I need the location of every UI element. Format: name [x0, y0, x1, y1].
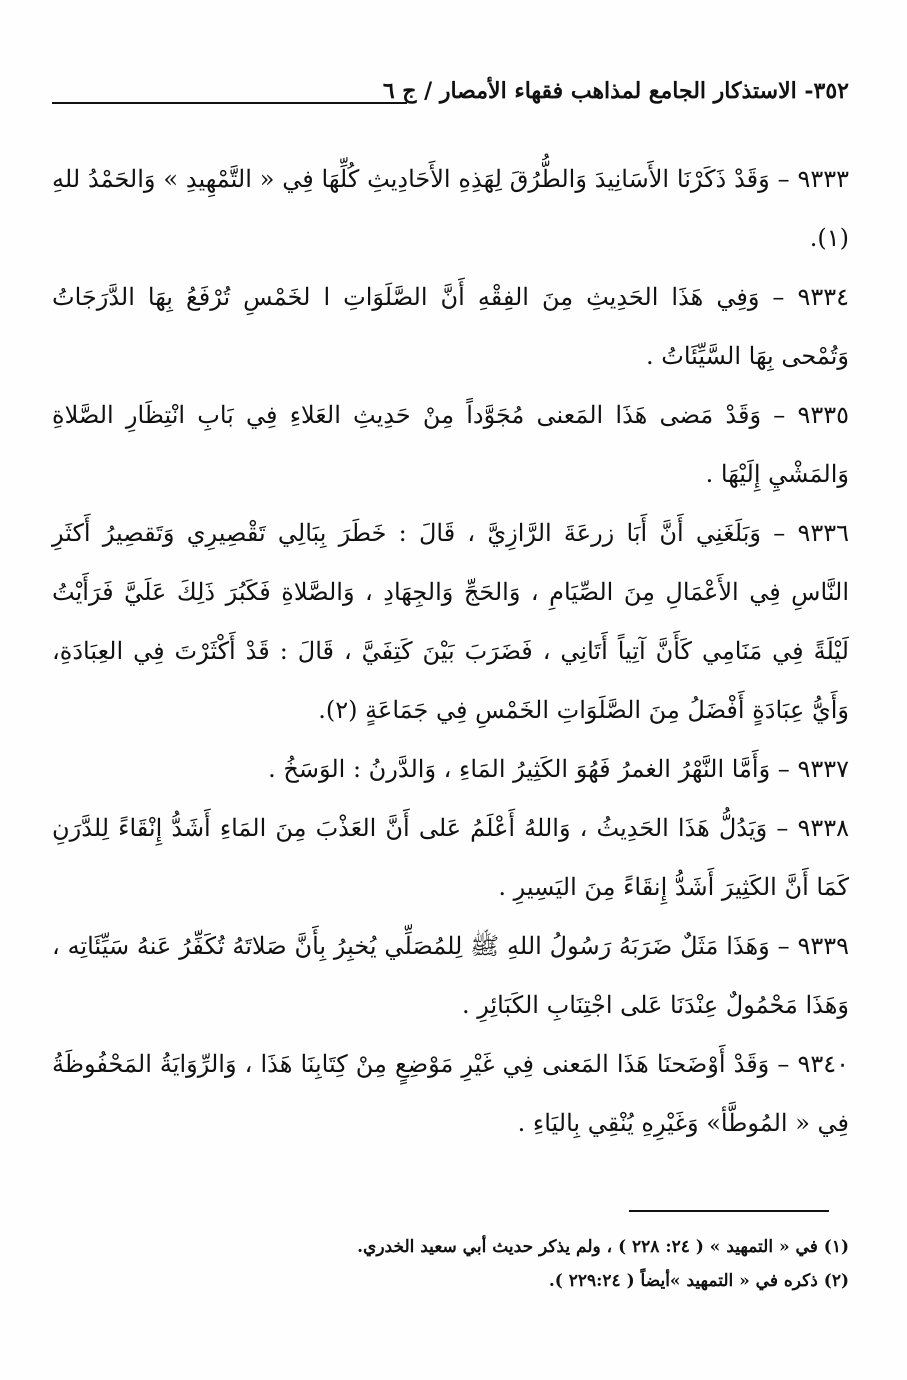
- footnote: (٢) ذكره في « التمهيد »أيضاً ( ٢٢٩:٢٤ ).: [548, 1271, 849, 1291]
- paragraph-text: وَفِي هَذَا الحَدِيثِ مِنَ الفِقْهِ أَنَّ الصَّلَوَاتِ ا لخَمْسِ تُرْفَعُ بِهَا الدَّرَجَاتُ وَتُمْحى بِهَا السَّيِّئَاتُ .: [52, 283, 849, 370]
- paragraph: ٩٣٣٦ – وَبَلَغَنِي أَنَّ أَبَا زرعَةَ الرَّازِيَّ ، قَالَ : خَطَرَ بِبَالِي تَقْصِيرِي وَتَقصِيرُ أَكثَرِ النَّاسِ فِي الأَعْمَالِ مِنَ الصِّيَامِ ، وَالحَجِّ وَالجِهَادِ ، وَالصَّلاةِ فَكَبُرَ ذَلِكَ عَلَيَّ فَرَأَيْتُ لَيْلَةً فِي مَنَامِي كَأَنَّ آتِياً أَتَانِي ، فَضَرَبَ بَيْنَ كَتِفَيَّ ، قَالَ : قَدْ أَكْثَرْتَ فِي العِبَادَةِ، وَأَيُّ عِبَادَةٍ أَفْضَلُ مِنَ الصَّلَوَاتِ الخَمْسِ فِي جَمَاعَةٍ (٢).: [52, 519, 849, 724]
- paragraph-text: وَأَمَّا النَّهْرُ الغمرُ فَهُوَ الكَثِيرُ المَاءِ ، وَالدَّرنُ : الوَسَخُ .: [268, 755, 771, 783]
- footnotes: [52, 1230, 849, 1298]
- paragraph-text: وَقَدْ مَضى هَذَا المَعنى مُجَوَّداً مِنْ حَدِيثِ العَلاءِ فِي بَابِ انْتِظَارِ الصَّلاةِ وَالمَشْيِ إِلَيْهَا .: [52, 401, 849, 488]
- page-header: [52, 78, 849, 118]
- paragraph-text: وَيَدُلُّ هَذَا الحَدِيثُ ، وَاللهُ أَعْلَمُ عَلى أَنَّ العَذْبَ مِنَ المَاءِ أَشَدُّ إِنْقَاءً لِلدَّرَنِ كَمَا أَنَّ الكَثِيرَ أَشَدُّ إِنقَاءً مِنَ اليَسِيرِ .: [52, 814, 849, 901]
- running-title: ٣٥٢- الاستذكار الجامع لمذاهب فقهاء الأمصار / ج ٦: [382, 78, 849, 104]
- paragraph-number: ٩٣٣٦: [797, 519, 849, 547]
- paragraph: ٩٣٣٥ – وَقَدْ مَضى هَذَا المَعنى مُجَوَّداً مِنْ حَدِيثِ العَلاءِ فِي بَابِ انْتِظَارِ الصَّلاةِ وَالمَشْيِ إِلَيْهَا .: [52, 401, 849, 488]
- paragraph: ٩٣٣٣ – وَقَدْ ذَكَرْنَا الأَسَانِيدَ وَالطُّرُقَ لِهَذِهِ الأَحَادِيثِ كُلِّهَا فِي « التَّمْهِيدِ » وَالحَمْدُ للهِ (١).: [52, 165, 849, 252]
- paragraph: ٩٣٣٩ – وَهَذَا مَثَلٌ ضَرَبَهُ رَسُولُ اللهِ ﷺ لِلمُصَلِّي يُخبِرُ بِأَنَّ صَلاتَهُ تُكَفِّرُ عَنهُ سَيِّئَاتِه ، وَهَذَا مَحْمُولٌ عِنْدَنَا عَلى اجْتِنَابِ الكَبَائِرِ .: [52, 932, 850, 1019]
- paragraph: ٩٣٤٠ – وَقَدْ أَوْضَحنَا هَذَا المَعنى فِي غَيْرِ مَوْضِعٍ مِنْ كِتَابِنَا هَذَا ، وَالرِّوَايَةُ المَحْفُوظَةُ فِي « المُوطَّأ» وَغَيْرِهِ يُنْقِي بِاليَاءِ .: [52, 1050, 849, 1137]
- body-text: [52, 150, 849, 1153]
- footnote-rule: [629, 1210, 829, 1212]
- paragraph-text: وَقَدْ أَوْضَحنَا هَذَا المَعنى فِي غَيْرِ مَوْضِعٍ مِنْ كِتَابِنَا هَذَا ، وَالرِّوَايَةُ المَحْفُوظَةُ فِي « المُوطَّأ» وَغَيْرِهِ يُنْقِي بِاليَاءِ .: [52, 1050, 849, 1137]
- paragraph-number: ٩٣٣٤: [797, 283, 849, 311]
- footnote: (١) في « التمهيد » ( ٢٤: ٢٢٨ ) ، ولم يذكر حديث أبي سعيد الخدري.: [357, 1237, 849, 1257]
- paragraph-number: ٩٣٣٨: [797, 814, 849, 842]
- paragraph-text: وَهَذَا مَثَلٌ ضَرَبَهُ رَسُولُ اللهِ ﷺ لِلمُصَلِّي يُخبِرُ بِأَنَّ صَلاتَهُ تُكَفِّرُ عَنهُ سَيِّئَاتِه ، وَهَذَا مَحْمُولٌ عِنْدَنَا عَلى اجْتِنَابِ الكَبَائِرِ .: [52, 932, 849, 1019]
- paragraph-number: ٩٣٣٩: [797, 932, 850, 960]
- paragraph-number: ٩٣٤٠: [797, 1050, 849, 1078]
- paragraph-text: وَقَدْ ذَكَرْنَا الأَسَانِيدَ وَالطُّرُقَ لِهَذِهِ الأَحَادِيثِ كُلِّهَا فِي « التَّمْهِيدِ » وَالحَمْدُ للهِ (١).: [52, 165, 849, 252]
- paragraph: ٩٣٣٨ – وَيَدُلُّ هَذَا الحَدِيثُ ، وَاللهُ أَعْلَمُ عَلى أَنَّ العَذْبَ مِنَ المَاءِ أَشَدُّ إِنْقَاءً لِلدَّرَنِ كَمَا أَنَّ الكَثِيرَ أَشَدُّ إِنقَاءً مِنَ اليَسِيرِ .: [52, 814, 849, 901]
- paragraph-text: وَبَلَغَنِي أَنَّ أَبَا زرعَةَ الرَّازِيَّ ، قَالَ : خَطَرَ بِبَالِي تَقْصِيرِي وَتَقصِيرُ أَكثَرِ النَّاسِ فِي الأَعْمَالِ مِنَ الصِّيَامِ ، وَالحَجِّ وَالجِهَادِ ، وَالصَّلاةِ فَكَبُرَ ذَلِكَ عَلَيَّ فَرَأَيْتُ لَيْلَةً فِي مَنَامِي كَأَنَّ آتِياً أَتَانِي ، فَضَرَبَ بَيْنَ كَتِفَيَّ ، قَالَ : قَدْ أَكْثَرْتَ فِي العِبَادَةِ، وَأَيُّ عِبَادَةٍ أَفْضَلُ مِنَ الصَّلَوَاتِ الخَمْسِ فِي جَمَاعَةٍ (٢).: [52, 519, 849, 724]
- header-rule: [52, 102, 407, 104]
- paragraph-number: ٩٣٣٣: [797, 165, 849, 193]
- paragraph: ٩٣٣٧ – وَأَمَّا النَّهْرُ الغمرُ فَهُوَ الكَثِيرُ المَاءِ ، وَالدَّرنُ : الوَسَخُ .: [268, 755, 849, 783]
- paragraph-number: ٩٣٣٧: [797, 755, 849, 783]
- paragraph-number: ٩٣٣٥: [797, 401, 849, 429]
- paragraph: ٩٣٣٤ – وَفِي هَذَا الحَدِيثِ مِنَ الفِقْهِ أَنَّ الصَّلَوَاتِ ا لخَمْسِ تُرْفَعُ بِهَا الدَّرَجَاتُ وَتُمْحى بِهَا السَّيِّئَاتُ .: [52, 283, 849, 370]
